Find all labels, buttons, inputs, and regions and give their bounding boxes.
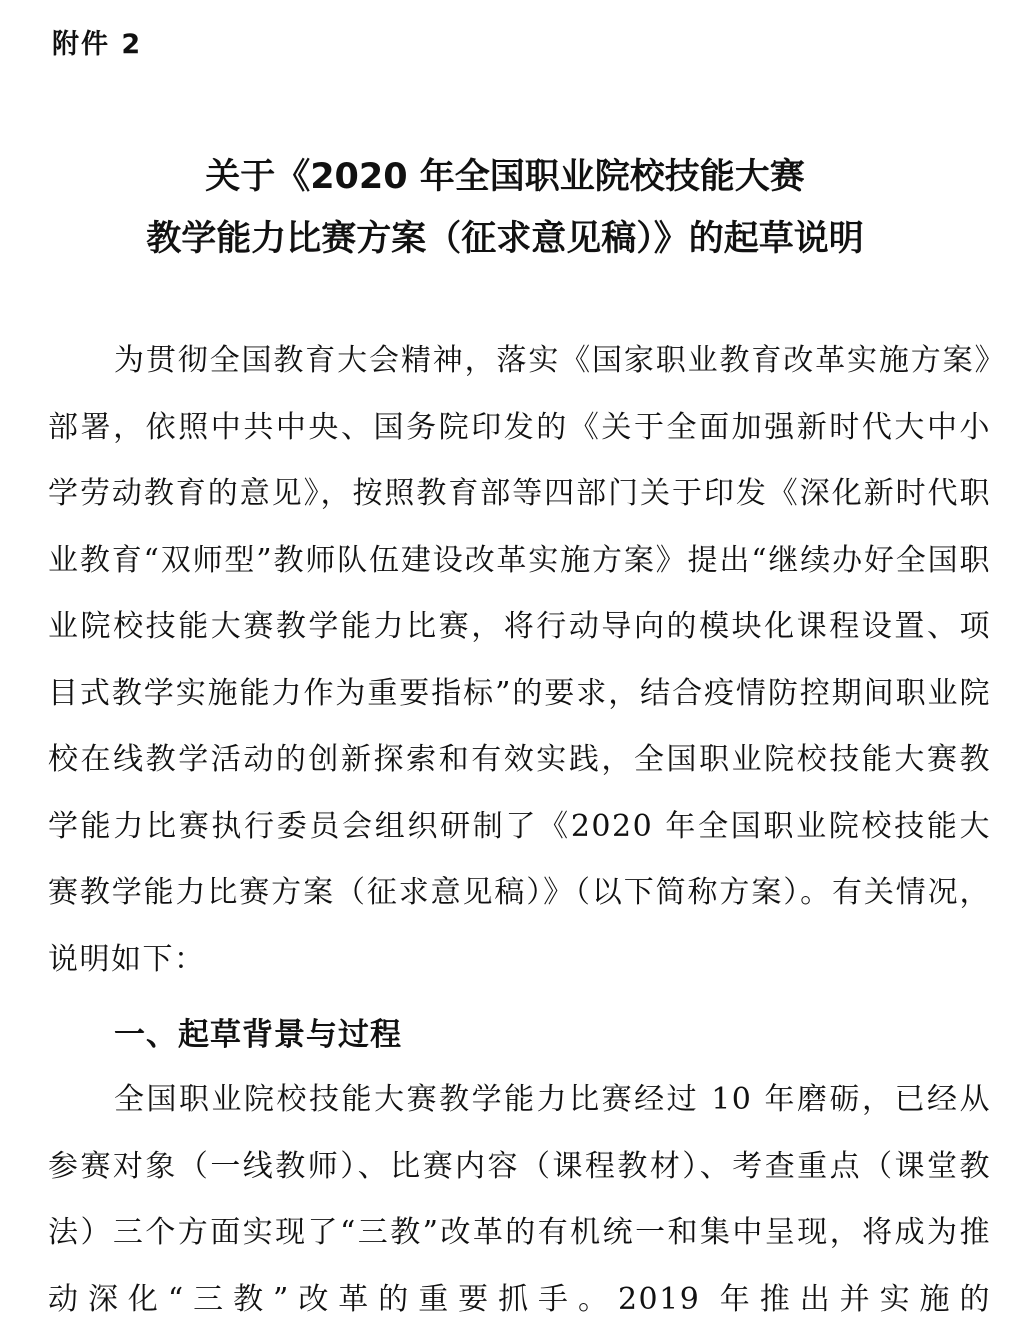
- attachment-label: 附件 2: [52, 29, 143, 60]
- title-line-1: 关于《2020 年全国职业院校技能大赛: [205, 157, 805, 197]
- title-line-2: 教学能力比赛方案（征求意见稿）》的起草说明: [146, 219, 864, 259]
- section-heading-1: 一、起草背景与过程: [114, 1017, 402, 1053]
- document-title: [0, 146, 1010, 270]
- body-paragraph-2: 全国职业院校技能大赛教学能力比赛经过 10 年磨砺，已经从参赛对象（一线教师）、比赛内容（课程教材）、考查重点（课堂教法）三个方面实现了“三教”改革的有机统一和集中呈现，将成为推动深化“三教”改革的重要抓手。2019 年推出并实施的: [48, 1082, 991, 1317]
- body-paragraph-1: 为贯彻全国教育大会精神，落实《国家职业教育改革实施方案》部署，依照中共中央、国务院印发的《关于全面加强新时代大中小学劳动教育的意见》，按照教育部等四部门关于印发《深化新时代职业教育“双师型”教师队伍建设改革实施方案》提出“继续办好全国职业院校技能大赛教学能力比赛，将行动导向的模块化课程设置、项目式教学实施能力作为重要指标”的要求，结合疫情防控期间职业院校在线教学活动的创新探索和有效实践，全国职业院校技能大赛教学能力比赛执行委员会组织研制了《2020 年全国职业院校技能大赛教学能力比赛方案（征求意见稿）》（以下简称方案）。有关情况，说明如下：: [48, 343, 991, 977]
